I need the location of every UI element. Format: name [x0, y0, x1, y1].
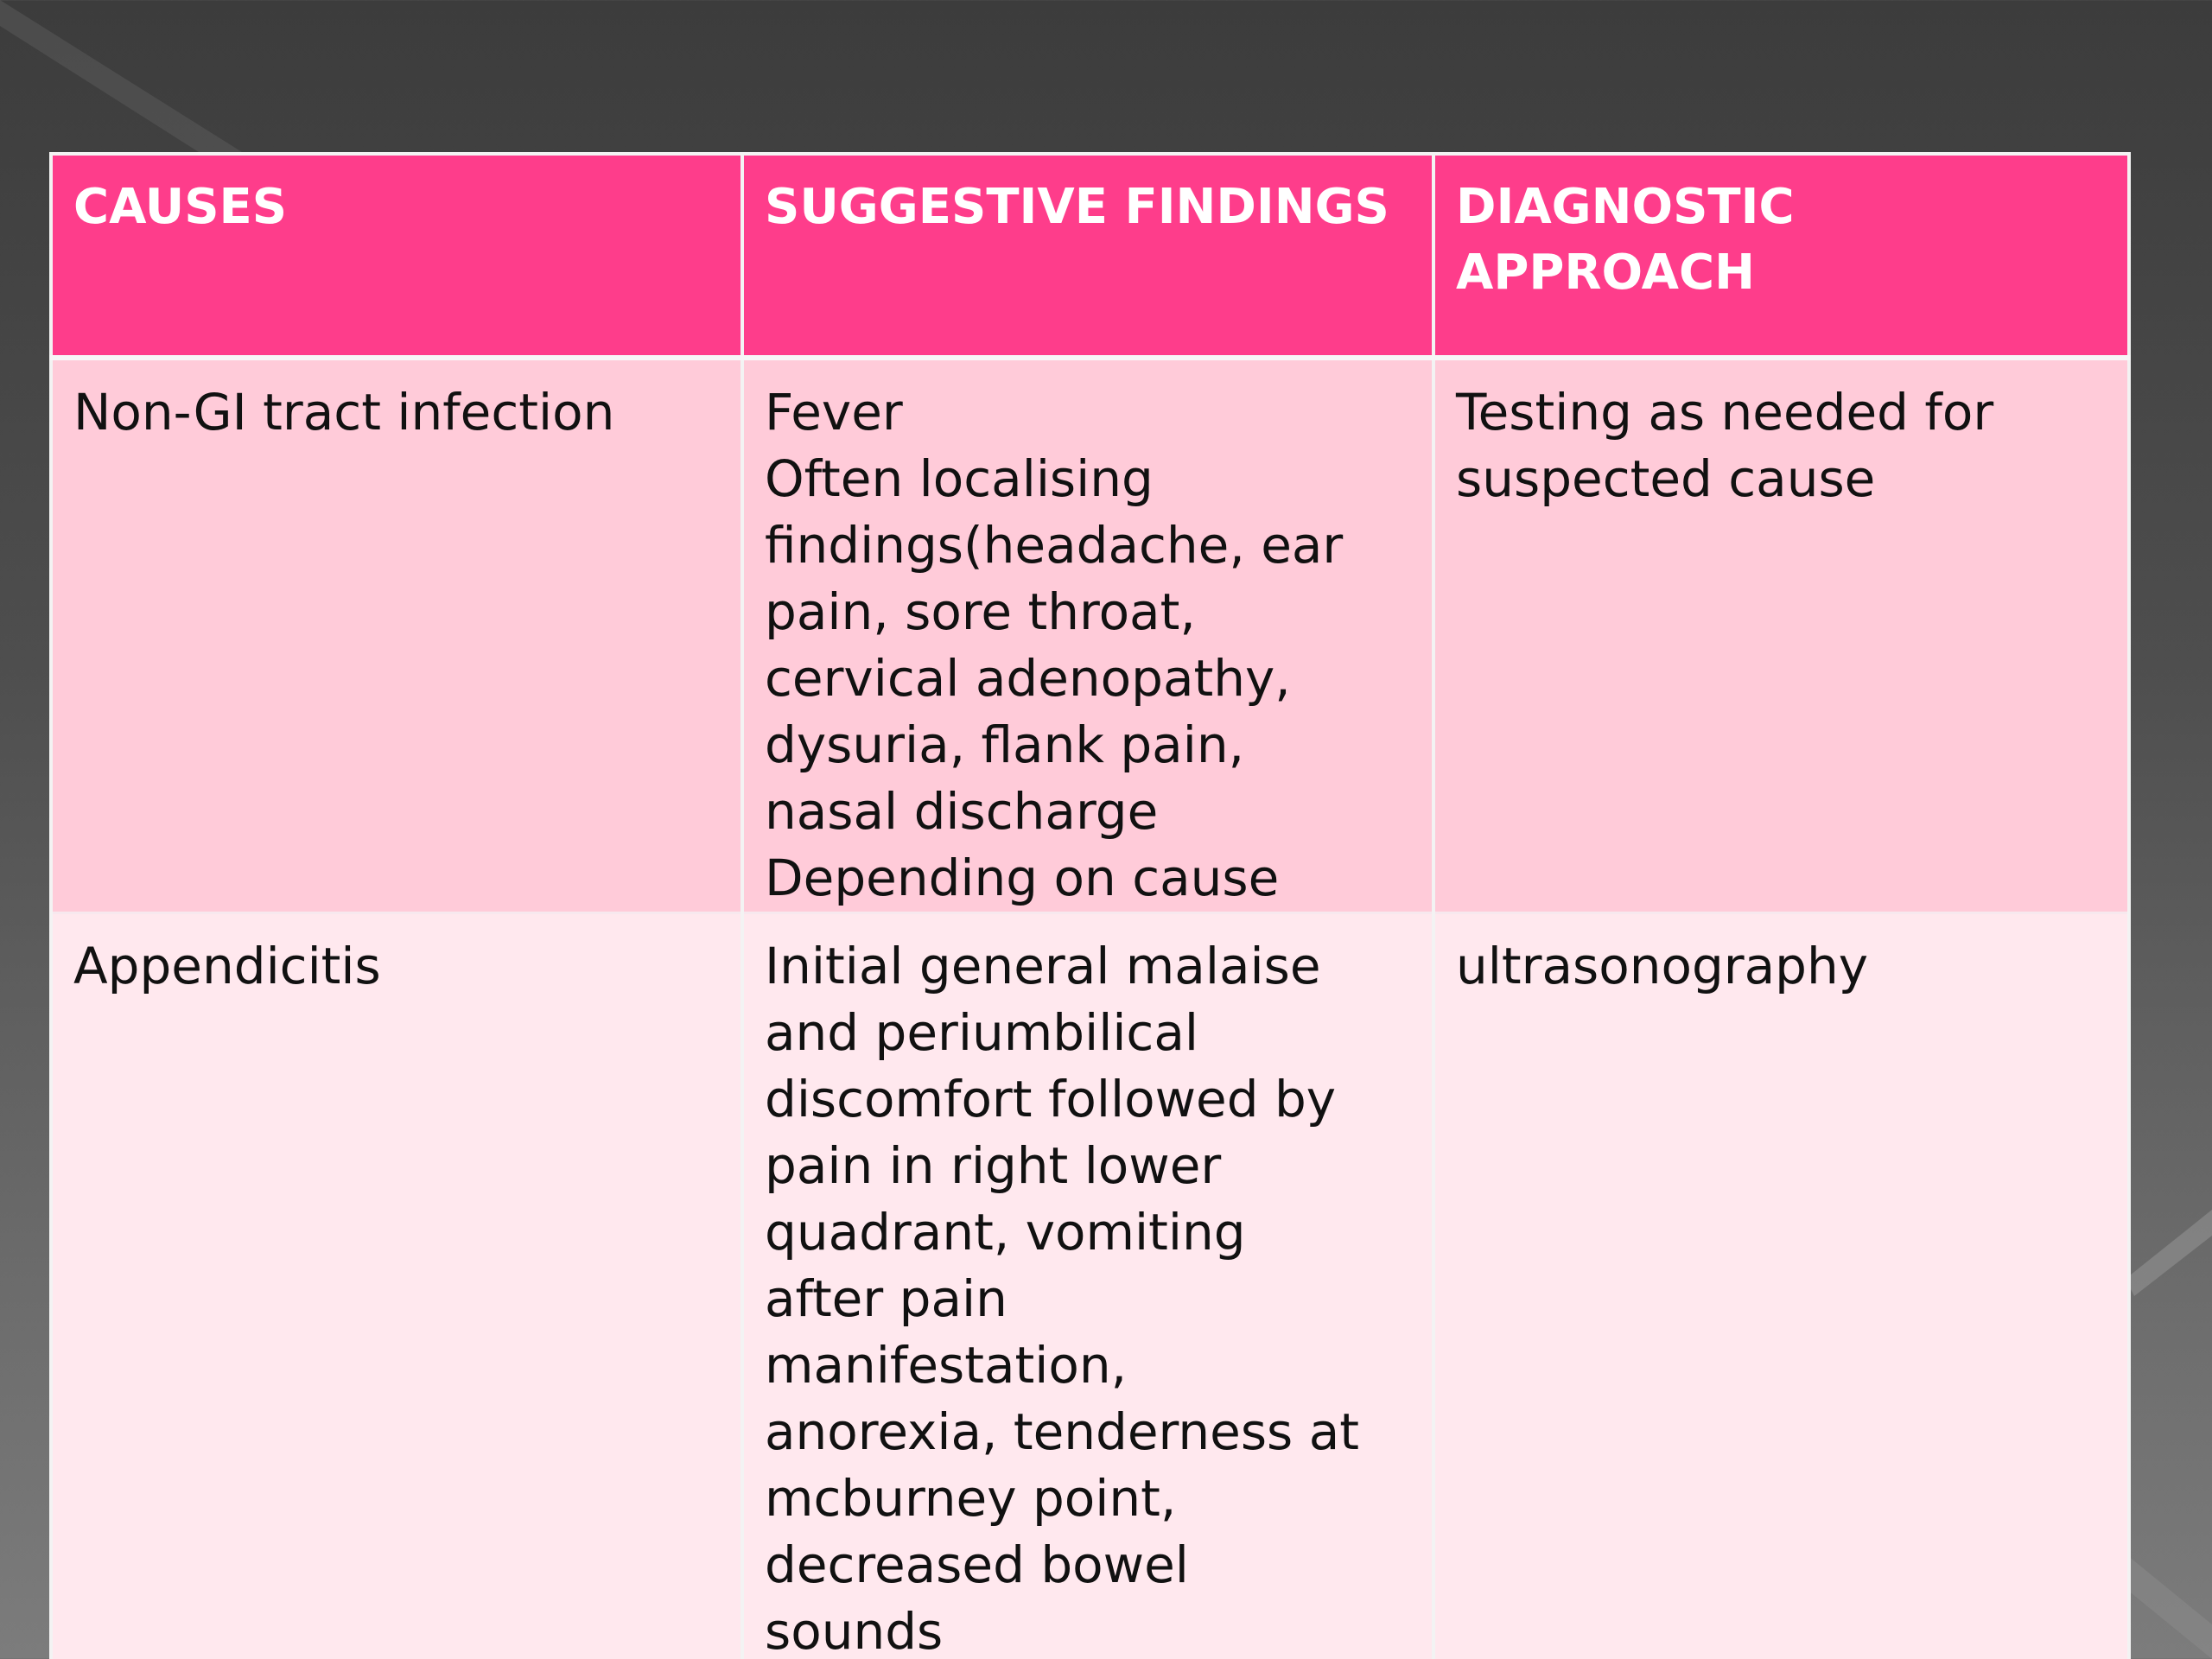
table-header-row	[51, 154, 2129, 358]
approach-line: Testing as needed for	[1456, 383, 1994, 442]
table-row-appendicitis	[51, 913, 2129, 1659]
findings-line: nasal discharge	[765, 782, 1159, 841]
findings-line: Often localising	[765, 449, 1154, 508]
causes-table	[49, 152, 2131, 1659]
findings-line: Fever	[765, 383, 903, 442]
findings-line: Initial general malaise	[765, 937, 1321, 995]
findings-line: discomfort followed by	[765, 1070, 1337, 1128]
findings-line: after pain	[765, 1269, 1007, 1328]
cell-approach	[1433, 913, 2129, 1659]
findings-line: findings(headache, ear	[765, 516, 1344, 575]
findings-line: pain, sore throat,	[765, 582, 1196, 641]
cell-approach	[1433, 358, 2129, 913]
header-causes: CAUSES	[51, 154, 742, 358]
findings-line: and periumbilical	[765, 1003, 1198, 1062]
findings-line: cervical adenopathy,	[765, 649, 1291, 708]
findings-line: pain in right lower	[765, 1136, 1222, 1195]
table-row-non-gi	[51, 358, 2129, 913]
findings-line: dysuria, flank pain,	[765, 715, 1245, 774]
cell-findings	[742, 358, 1433, 913]
findings-line: mcburney point,	[765, 1469, 1177, 1528]
approach-line: suspected cause	[1456, 449, 1876, 508]
findings-line: quadrant, vomiting	[765, 1203, 1246, 1262]
cell-cause: Appendicitis	[51, 913, 742, 1659]
approach-line: ultrasonography	[1456, 937, 1869, 995]
findings-line: sounds	[765, 1602, 944, 1659]
header-diagnostic-approach: DIAGNOSTIC APPROACH	[1433, 154, 2129, 358]
header-suggestive-findings: SUGGESTIVE FINDINGS	[742, 154, 1433, 358]
findings-line: manifestation,	[765, 1336, 1128, 1395]
findings-line: decreased bowel	[765, 1535, 1189, 1594]
cell-findings	[742, 913, 1433, 1659]
findings-line: Depending on cause	[765, 849, 1280, 907]
findings-line: anorexia, tenderness at	[765, 1402, 1359, 1461]
cell-cause: Non-GI tract infection	[51, 358, 742, 913]
